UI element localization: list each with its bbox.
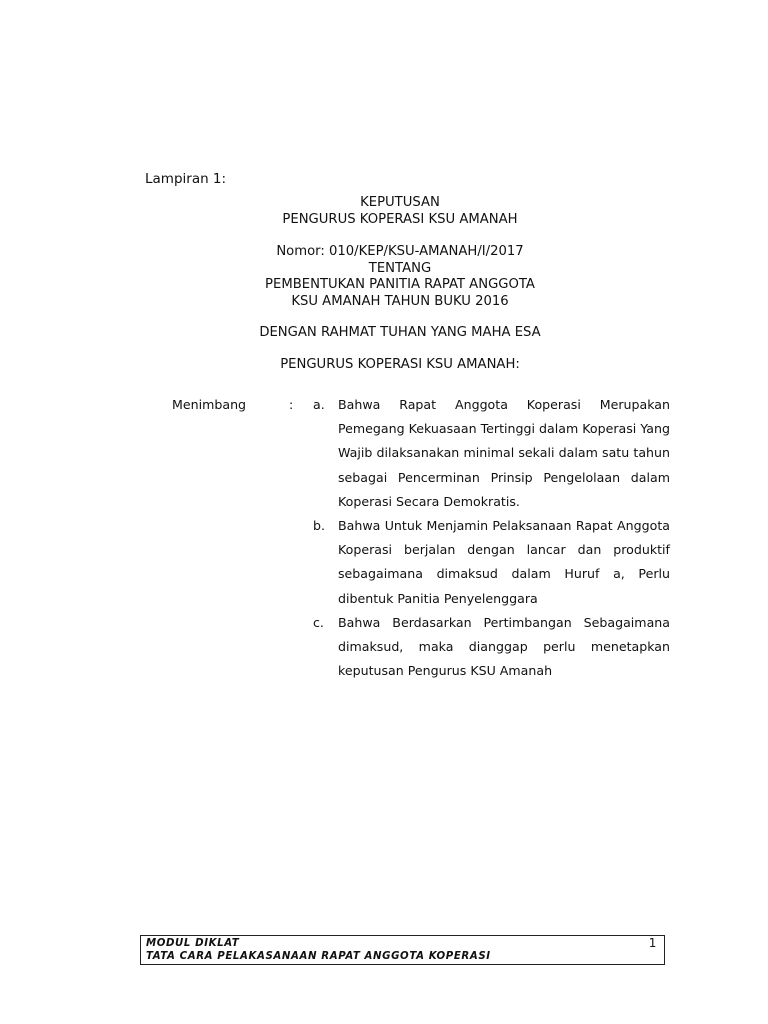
page-footer — [140, 935, 665, 965]
invocation — [150, 325, 650, 342]
decree-subject-line2: KSU AMANAH TAHUN BUKU 2016 — [291, 293, 509, 309]
consideration-text: Bahwa Rapat Anggota Koperasi Merupakan Pemegang Kekuasaan Tertinggi dalam Koperasi Yang Wajib dilaksanakan minimal sekali dalam satu tahun sebagai Pencerminan Prinsip Pengelolaan dalam Koperasi Secara Demokratis. — [338, 397, 670, 509]
board-heading-text: PENGURUS KOPERASI KSU AMANAH: — [280, 357, 520, 372]
board-heading — [150, 357, 650, 374]
consideration-text: Bahwa Untuk Menjamin Pelaksanaan Rapat Anggota Koperasi berjalan dengan lancar dan produktif sebagaimana dimaksud dalam Huruf a, Perlu dibentuk Panitia Penyelenggara — [338, 518, 670, 606]
consideration-marker: c. — [313, 615, 324, 630]
consideration-marker: b. — [313, 518, 325, 533]
footer-module-title: MODUL DIKLAT — [146, 938, 240, 949]
decree-title-block — [150, 195, 650, 228]
decree-number-block — [150, 244, 650, 310]
decree-tentang: TENTANG — [368, 260, 432, 276]
attachment-label: Lampiran 1: — [145, 171, 227, 187]
footer-module-subtitle: TATA CARA PELAKASANAAN RAPAT ANGGOTA KOPERASI — [146, 951, 491, 962]
menimbang-colon: : — [289, 397, 294, 412]
decree-subject-line1: PEMBENTUKAN PANITIA RAPAT ANGGOTA — [265, 277, 535, 292]
decree-number: Nomor: 010/KEP/KSU-AMANAH/I/2017 — [276, 244, 524, 259]
consideration-marker: a. — [313, 397, 325, 412]
consideration-text: Bahwa Berdasarkan Pertimbangan Sebagaimana dimaksud, maka dianggap perlu menetapkan keputusan Pengurus KSU Amanah — [338, 615, 670, 679]
decree-issuer: PENGURUS KOPERASI KSU AMANAH — [282, 211, 518, 227]
page-number: 1 — [648, 936, 657, 950]
decree-title: KEPUTUSAN — [360, 195, 440, 210]
menimbang-label: Menimbang — [172, 397, 247, 412]
invocation-text: DENGAN RAHMAT TUHAN YANG MAHA ESA — [259, 325, 541, 340]
